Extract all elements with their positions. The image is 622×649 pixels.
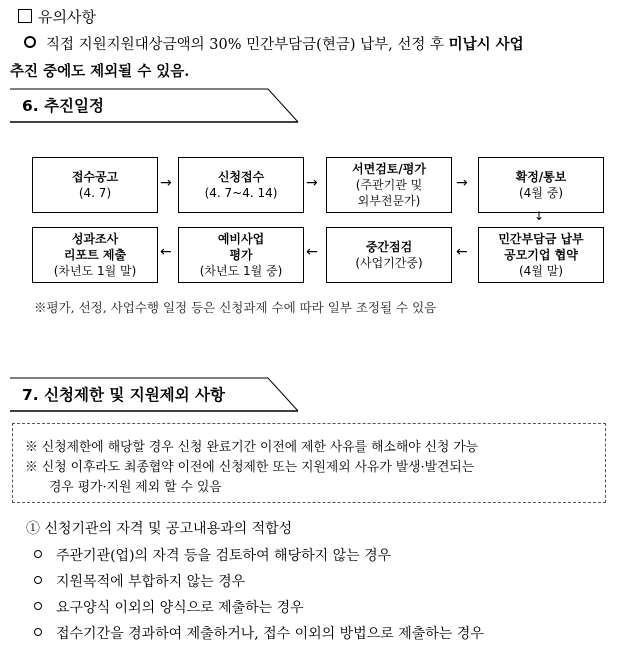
flow-step-preliminary-evaluation: 예비사업 평가 (차년도 1월 중) [178,227,304,283]
flow-step-review: 서면검토/평가 (주관기관 및 외부전문가) [326,157,452,213]
notice-heading: 유의사항 [18,6,96,27]
arrow-right-icon: → [306,175,318,191]
criteria-item: 지원목적에 부합하지 않는 경우 [34,571,245,591]
ring-bullet-icon [24,36,36,48]
restriction-line-2: ※ 신청 이후라도 최종협약 이전에 신청제한 또는 지원제외 사유가 발생·발견되는 [25,460,475,475]
hollow-bullet-icon [34,576,42,584]
section-7-title: 7. 신청제한 및 지원제외 사항 [22,386,225,404]
flow-step-application: 신청접수 (4. 7~4. 14) [178,157,304,213]
arrow-left-icon: ← [306,244,318,260]
arrow-right-icon: → [160,175,172,191]
arrow-left-icon: ← [160,244,172,260]
section-7-header [10,377,300,413]
restriction-line-3: 경우 평가·지원 제외 할 수 있음 [49,480,222,495]
notice-line-1: 직접 지원지원대상금액의 30% 민간부담금(현금) 납부, 선정 후 미납시 사업 [24,33,524,54]
flow-step-agreement: 민간부담금 납부 공모기업 협약 (4월 말) [478,227,604,283]
criteria-item: 요구양식 이외의 양식으로 제출하는 경우 [34,597,304,617]
hollow-bullet-icon [34,602,42,610]
section-6-title: 6. 추진일정 [22,97,104,115]
hollow-bullet-icon [34,628,42,636]
section-6-header [10,88,300,124]
criteria-heading: ① 신청기관의 자격 및 공고내용과의 적합성 [26,521,293,537]
flow-step-interim-check: 중간점검 (사업기간중) [326,227,452,283]
restrictions-box [12,423,606,503]
criteria-item: 주관기관(업)의 자격 등을 검토하여 해당하지 않는 경우 [34,545,391,565]
arrow-left-icon: ← [456,244,468,260]
flow-step-confirmation: 확정/통보 (4월 중) [478,157,604,213]
flow-step-performance-report: 성과조사 리포트 제출 (차년도 1월 말) [32,227,158,283]
arrow-down-icon: ↓ [534,209,545,223]
notice-line-2: 추진 중에도 제외될 수 있음. [10,63,190,80]
flow-step-announcement: 접수공고 (4. 7) [32,157,158,213]
criteria-item: 접수기간을 경과하여 제출하거나, 접수 이외의 방법으로 제출하는 경우 [34,623,484,643]
restriction-line-1: ※ 신청제한에 해당할 경우 신청 완료기간 이전에 제한 사유를 해소해야 신청 가능 [25,440,479,455]
schedule-note: ※평가, 선정, 사업수행 일정 등은 신청과제 수에 따라 일부 조정될 수 있음 [34,300,437,315]
checkbox-square-icon [18,9,32,23]
arrow-right-icon: → [456,175,468,191]
hollow-bullet-icon [34,550,42,558]
